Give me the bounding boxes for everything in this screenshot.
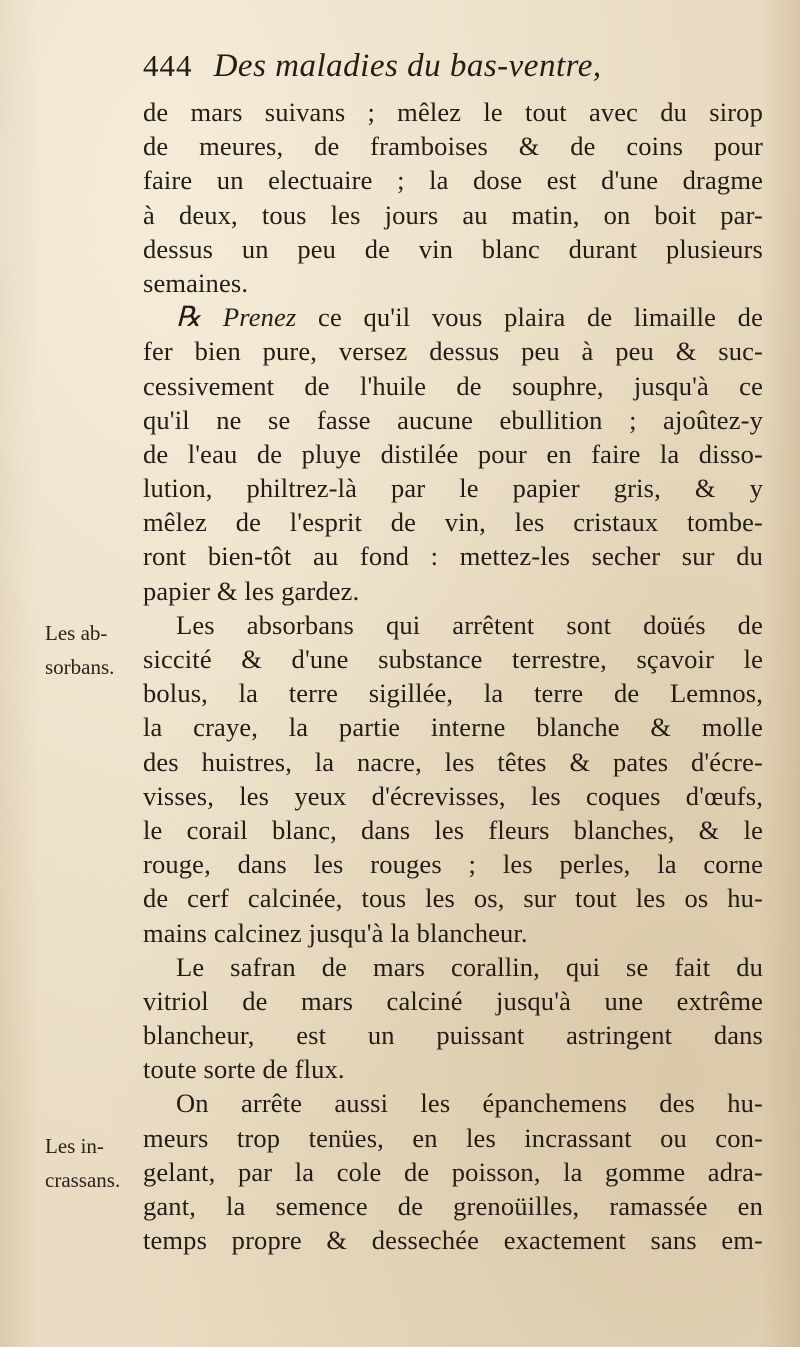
recipe-line (143, 300, 763, 334)
text-line: le corail blanc, dans les fleurs blanches, & le (143, 814, 763, 845)
text-line: blancheur, est un puissant astringent dans (143, 1020, 763, 1051)
text-line: gelant, par la cole de poisson, la gomme adra- (143, 1156, 763, 1187)
text-line: bolus, la terre sigillée, la terre de Lemnos, (143, 678, 763, 709)
text-line: fer bien pure, versez dessus peu à peu & suc- (143, 336, 763, 367)
text-line: des huistres, la nacre, les têtes & pates d'écre- (143, 746, 763, 777)
margin-note-absorbans (45, 616, 137, 684)
text-line: rouge, dans les rouges ; les perles, la corne (143, 849, 763, 880)
text-line: mêlez de l'esprit de vin, les cristaux tombe- (143, 507, 763, 538)
text-line: papier & les gardez. (143, 575, 360, 606)
text-line: la craye, la partie interne blanche & molle (143, 712, 763, 743)
page-number: 444 (143, 48, 193, 83)
text-line: visses, les yeux d'écrevisses, les coques d'œufs, (143, 780, 763, 811)
margin-note-line: Les ab- (45, 621, 108, 645)
text-line: ront bien-tôt au fond : mettez-les secher sur du (143, 541, 763, 572)
text-line: qu'il ne se fasse aucune ebullition ; ajoûtez-y (143, 404, 763, 435)
text-line: Le safran de mars corallin, qui se fait du (176, 951, 763, 982)
text-line: semaines. (143, 267, 249, 298)
text-line: de mars suivans ; mêlez le tout avec du sirop (143, 97, 763, 127)
text-line: On arrête aussi les épanchemens des hu- (176, 1088, 763, 1119)
text-line: dessus un peu de vin blanc durant plusieurs (143, 233, 763, 264)
margin-note-line: crassans. (45, 1168, 121, 1192)
recipe-word: Prenez (222, 302, 297, 333)
text-line: à deux, tous les jours au matin, on boit par- (143, 199, 763, 230)
text-line: Les absorbans qui arrêtent sont doüés de (176, 609, 763, 640)
text-line: mains calcinez jusqu'à la blancheur. (143, 917, 528, 948)
margin-note-incrassans (45, 1129, 137, 1197)
text-line: siccité & d'une substance terrestre, sçavoir le (143, 644, 763, 674)
body-text (143, 95, 763, 1257)
margin-note-line: sorbans. (45, 655, 115, 679)
page-header (143, 48, 763, 96)
running-title: Des maladies du bas-ventre, (213, 48, 602, 84)
text-line: temps propre & dessechée exactement sans em- (143, 1225, 763, 1256)
recipe-symbol: ℞ (176, 302, 202, 334)
text-line: de cerf calcinée, tous les os, sur tout les os hu- (143, 883, 763, 914)
text-line: cessivement de l'huile de souphre, jusqu'à ce (143, 370, 763, 401)
text-line: gant, la semence de grenoüilles, ramassée en (143, 1191, 763, 1221)
text-line: de meures, de framboises & de coins pour (143, 131, 763, 162)
recipe-rest: ce qu'il vous plaira de limaille de (318, 302, 763, 333)
text-line: toute sorte de flux. (143, 1054, 345, 1085)
margin-note-line: Les in- (45, 1134, 104, 1158)
text-line: meurs trop tenües, en les incrassant ou con- (143, 1122, 763, 1153)
text-line: faire un electuaire ; la dose est d'une dragme (143, 165, 763, 196)
text-line: vitriol de mars calciné jusqu'à une extrême (143, 985, 763, 1016)
text-line: lution, philtrez-là par le papier gris, & y (143, 473, 763, 504)
text-line: de l'eau de pluye distilée pour en faire la disso- (143, 438, 763, 469)
